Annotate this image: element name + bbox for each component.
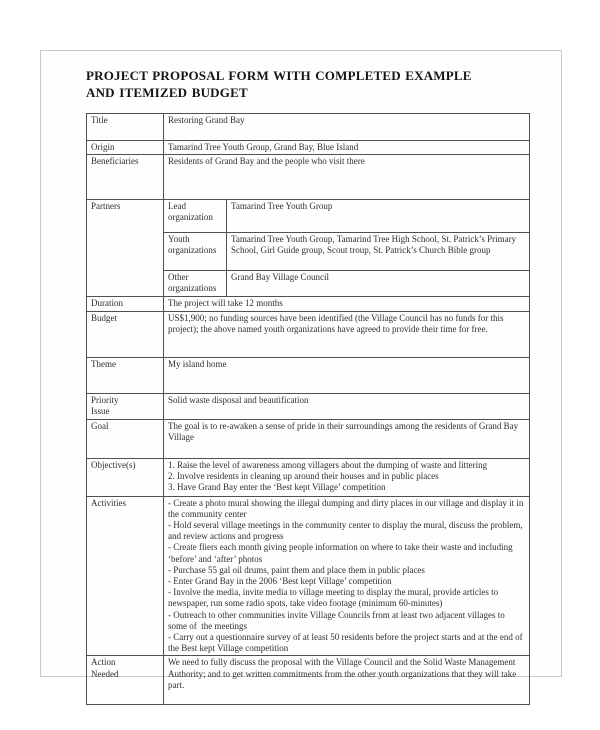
table-row-origin <box>87 141 530 155</box>
table-row-budget <box>87 311 530 357</box>
table-row-goal <box>87 419 530 458</box>
theme-value: My island home <box>164 357 530 393</box>
table-row-activities <box>87 496 530 656</box>
partners-lead-value: Tamarind Tree Youth Group <box>227 200 530 233</box>
proposal-table <box>86 113 530 705</box>
table-row-theme <box>87 357 530 393</box>
duration-label: Duration <box>87 296 164 311</box>
document-page <box>40 50 562 690</box>
partners-label: Partners <box>87 200 164 296</box>
document-heading: PROJECT PROPOSAL FORM WITH COMPLETED EXAMPLE AND ITEMIZED BUDGET <box>86 68 472 100</box>
action-needed-value: We need to fully discuss the proposal with the Village Council and the Solid Waste Management Authority; and to get written commitments from the other youth organizations that they will take part. <box>164 656 530 705</box>
activities-label: Activities <box>87 496 164 656</box>
budget-value: US$1,900; no funding sources have been identified (the Village Council has no funds for this project); the above named youth organizations have agreed to provide their time for free. <box>164 311 530 357</box>
origin-label: Origin <box>87 141 164 155</box>
table-row-duration <box>87 296 530 311</box>
table-row-priority-issue <box>87 393 530 419</box>
activities-value: - Create a photo mural showing the illegal dumping and dirty places in our village and display it in the community center - Hold several village meetings in the community center to display the mural, discuss the problem, and review actions and progress - Create fliers each month giving people information on where to take their waste and including ‘before’ and ‘after’ photos - Purchase 55 gal oil drums, paint them and place them in public places - Enter Grand Bay in the 2006 ‘Best kept Village’ competition - Involve the media, invite media to village meeting to display the mural, provide articles to newspaper, run some radio spots, take video footage (minimum 60-minutes) - Outreach to other communities invite Village Councils from at least two adjacent villages to some of the meetings - Carry out a questionnaire survey of at least 50 residents before the project starts and at the end of the Best kept Village competition <box>164 496 530 656</box>
table-row-objectives <box>87 458 530 496</box>
table-row-partners-lead <box>87 200 530 233</box>
objectives-value: 1. Raise the level of awareness among villagers about the dumping of waste and littering 2. Involve residents in cleaning up around their houses and in public places 3. Have Grand Bay enter the ‘Best kept Village’ competition <box>164 458 530 496</box>
goal-label: Goal <box>87 419 164 458</box>
action-needed-label: Action Needed <box>87 656 164 705</box>
title-label: Title <box>87 114 164 141</box>
table-row-beneficiaries <box>87 155 530 200</box>
priority-issue-value: Solid waste disposal and beautification <box>164 393 530 419</box>
partners-lead-label: Lead organization <box>164 200 227 233</box>
partners-other-value: Grand Bay Village Council <box>227 271 530 296</box>
objectives-label: Objective(s) <box>87 458 164 496</box>
beneficiaries-value: Residents of Grand Bay and the people who visit there <box>164 155 530 200</box>
origin-value: Tamarind Tree Youth Group, Grand Bay, Blue Island <box>164 141 530 155</box>
duration-value: The project will take 12 months <box>164 296 530 311</box>
table-row-title <box>87 114 530 141</box>
beneficiaries-label: Beneficiaries <box>87 155 164 200</box>
budget-label: Budget <box>87 311 164 357</box>
priority-issue-label: Priority Issue <box>87 393 164 419</box>
title-value: Restoring Grand Bay <box>164 114 530 141</box>
table-row-action-needed <box>87 656 530 705</box>
theme-label: Theme <box>87 357 164 393</box>
goal-value: The goal is to re-awaken a sense of pride in their surroundings among the residents of Grand Bay Village <box>164 419 530 458</box>
partners-youth-value: Tamarind Tree Youth Group, Tamarind Tree High School, St. Patrick’s Primary School, Girl Guide group, Scout troup, St. Patrick’s Church Bible group <box>227 233 530 271</box>
partners-youth-label: Youth organizations <box>164 233 227 271</box>
partners-other-label: Other organizations <box>164 271 227 296</box>
